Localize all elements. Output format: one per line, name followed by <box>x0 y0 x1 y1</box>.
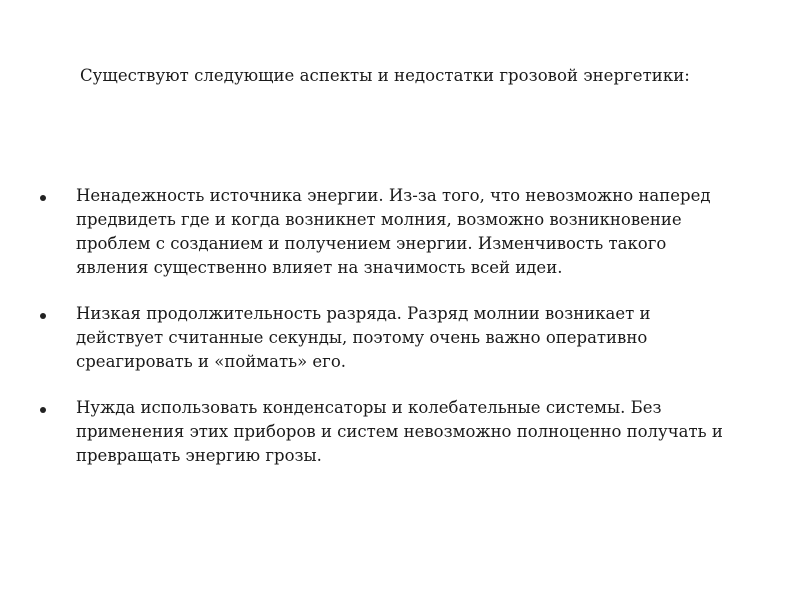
bullet-text: Низкая продолжительность разряда. Разряд молнии возникает и действует считанные секунды, поэтому очень важно оперативно среагировать и «поймать» его. <box>76 304 651 371</box>
list-item <box>0 396 794 468</box>
bullet-text: Ненадежность источника энергии. Из-за того, что невозможно наперед предвидеть где и когда возникнет молния, возможно возникновение проблем с созданием и получением энергии. Изменчивость такого явления существенно влияет на значимость всей идеи. <box>76 186 711 277</box>
bullet-list <box>0 184 794 468</box>
bullet-dot-icon <box>40 407 46 413</box>
list-item <box>0 302 794 374</box>
bullet-dot-icon <box>40 313 46 319</box>
slide-title: Существуют следующие аспекты и недостатки грозовой энергетики: <box>80 66 690 85</box>
list-item <box>0 184 794 280</box>
bullet-text: Нужда использовать конденсаторы и колебательные системы. Без применения этих приборов и систем невозможно полноценно получать и превращать энергию грозы. <box>76 398 723 465</box>
bullet-dot-icon <box>40 195 46 201</box>
